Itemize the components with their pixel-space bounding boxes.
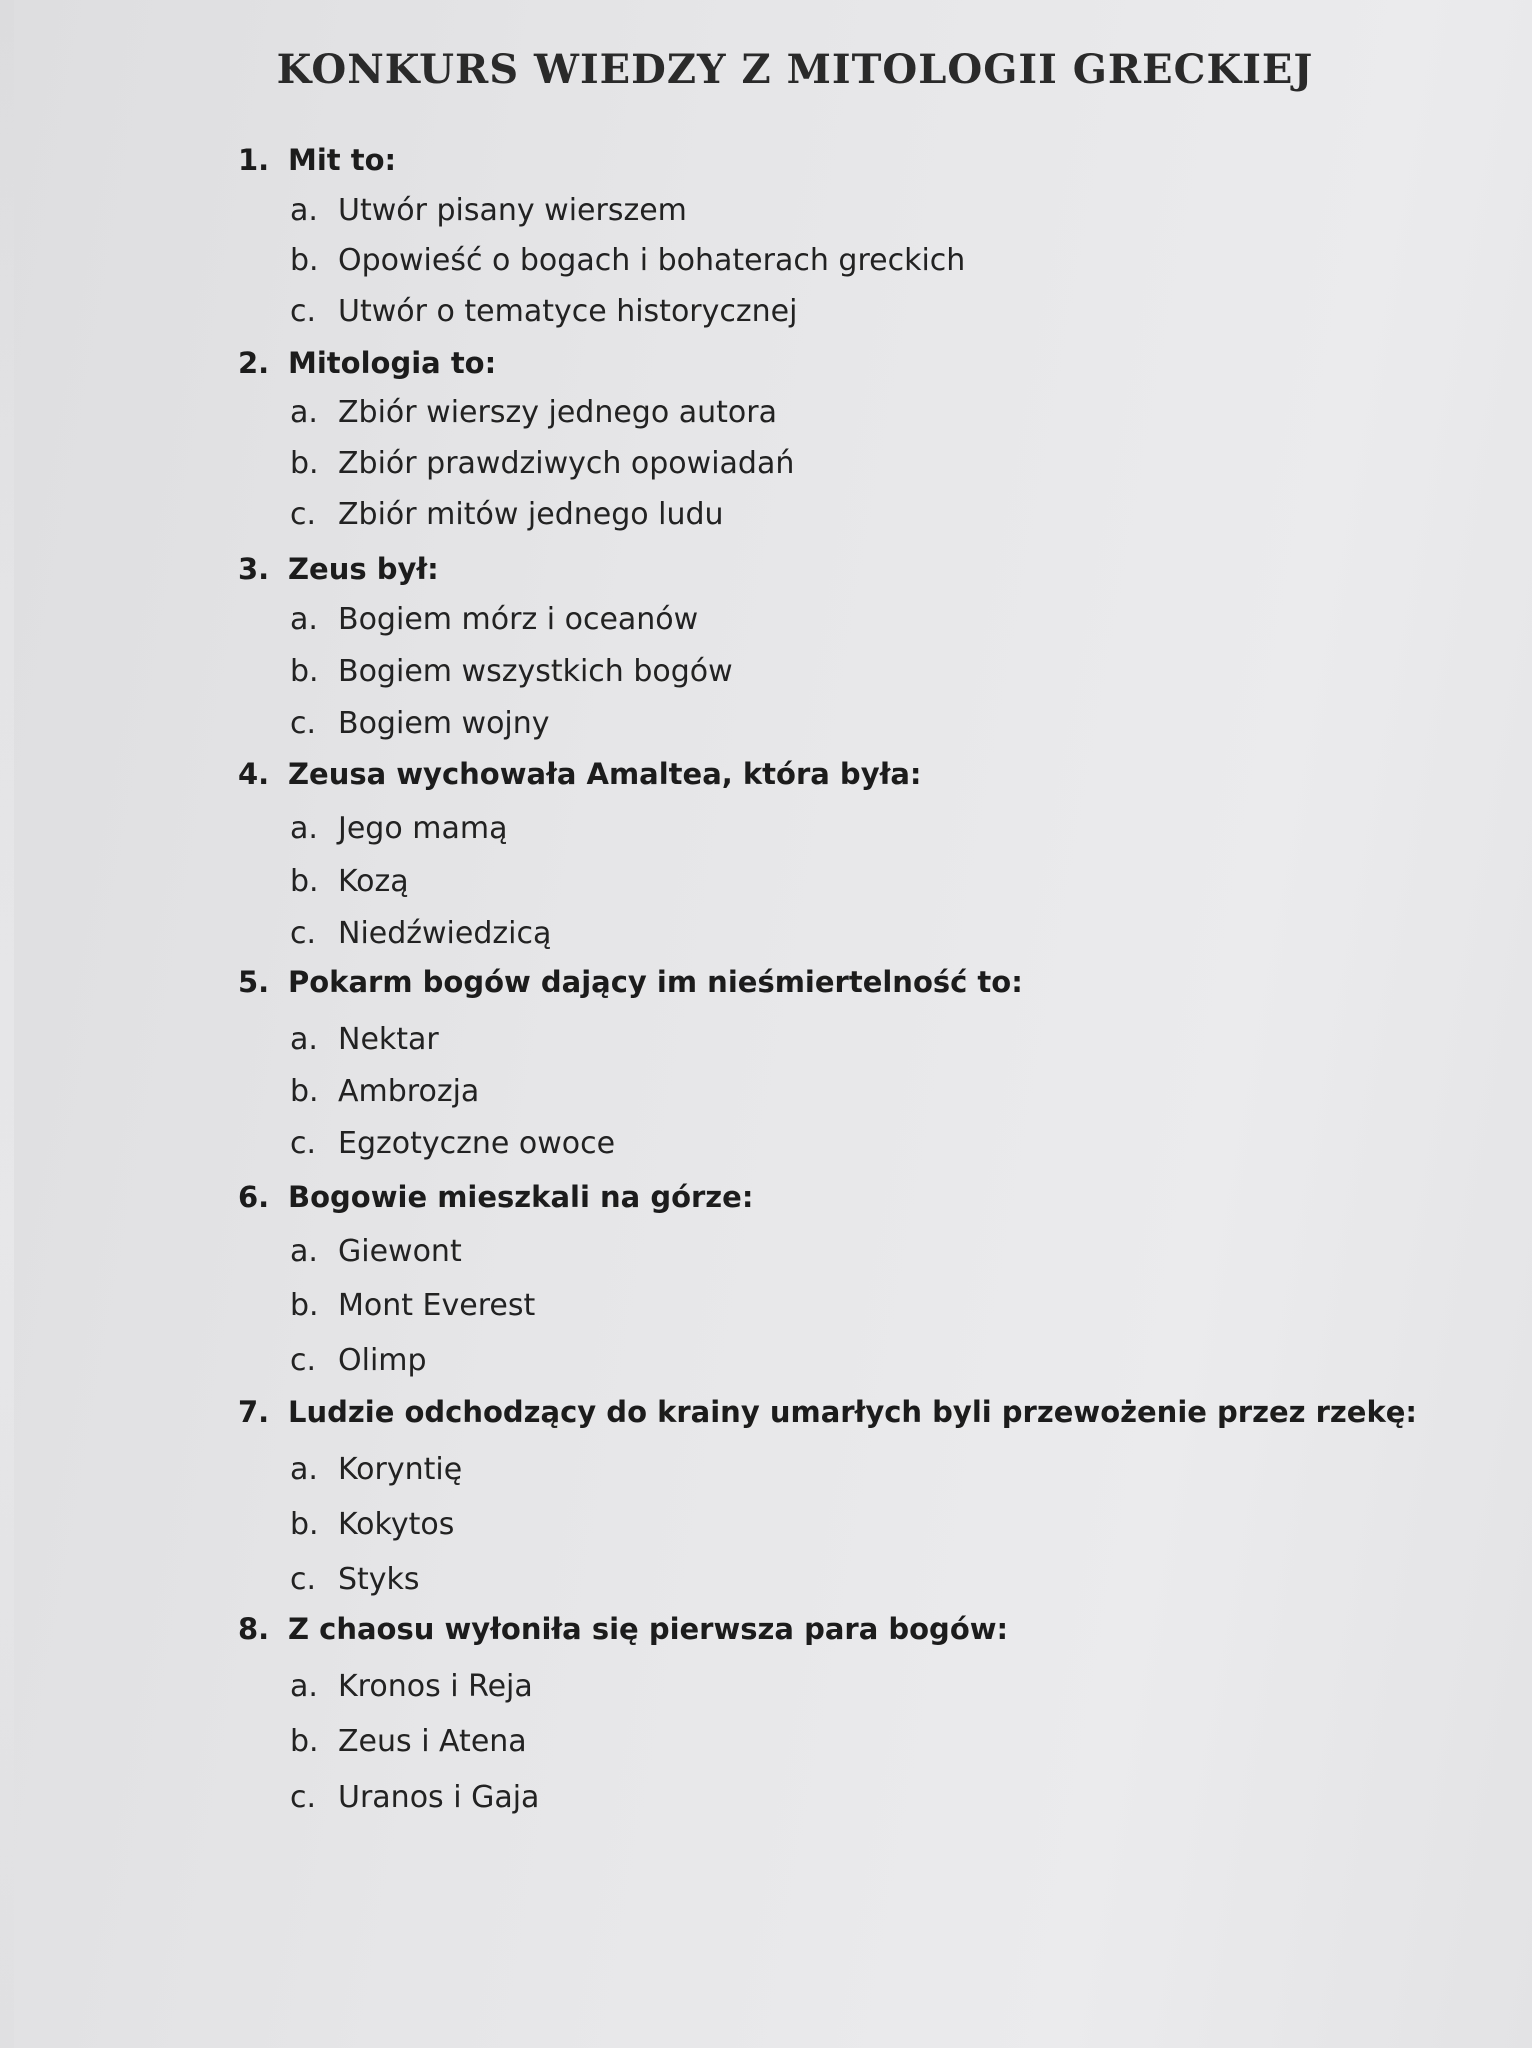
question-4: [238, 757, 922, 791]
answer-text: Egzotyczne owoce: [338, 1126, 616, 1161]
answer-text: Jego mamą: [338, 811, 508, 846]
answer-4c: [290, 916, 551, 951]
question-text: Mit to:: [288, 143, 397, 177]
question-number: 4.: [238, 757, 270, 791]
question-number: 7.: [238, 1395, 270, 1429]
answer-3b: [290, 654, 733, 689]
answer-2a: [290, 395, 777, 430]
answer-text: Utwór pisany wierszem: [338, 193, 687, 228]
question-text: Bogowie mieszkali na górze:: [288, 1180, 754, 1214]
answer-3c: [290, 706, 550, 741]
answer-1b: [290, 243, 965, 278]
answer-letter: a.: [290, 602, 318, 637]
answer-letter: c.: [290, 1343, 317, 1378]
page-title: KONKURS WIEDZY Z MITOLOGII GRECKIEJ: [276, 46, 1314, 93]
answer-text: Zbiór prawdziwych opowiadań: [338, 446, 795, 481]
question-text: Zeus był:: [288, 552, 439, 586]
answer-7b: [290, 1507, 454, 1542]
answer-text: Niedźwiedzicą: [338, 916, 552, 951]
question-6: [238, 1180, 753, 1214]
question-number: 6.: [238, 1180, 270, 1214]
answer-text: Nektar: [338, 1022, 439, 1057]
answer-7c: [290, 1562, 420, 1597]
question-number: 2.: [238, 346, 270, 380]
question-number: 1.: [238, 143, 270, 177]
answer-5a: [290, 1022, 439, 1057]
question-8: [238, 1612, 1008, 1646]
answer-text: Bogiem mórz i oceanów: [338, 602, 699, 637]
answer-8b: [290, 1724, 527, 1759]
answer-text: Ambrozja: [338, 1074, 480, 1109]
answer-text: Zeus i Atena: [338, 1724, 527, 1759]
answer-7a: [290, 1452, 462, 1487]
answer-text: Bogiem wojny: [338, 706, 550, 741]
answer-letter: a.: [290, 193, 318, 228]
answer-text: Styks: [338, 1562, 420, 1597]
answer-6c: [290, 1343, 427, 1378]
answer-letter: b.: [290, 1724, 319, 1759]
answer-letter: c.: [290, 706, 317, 741]
answer-letter: c.: [290, 497, 317, 532]
answer-letter: b.: [290, 1507, 319, 1542]
answer-text: Mont Everest: [338, 1288, 536, 1323]
answer-letter: b.: [290, 654, 319, 689]
answer-letter: b.: [290, 446, 319, 481]
answer-text: Bogiem wszystkich bogów: [338, 654, 733, 689]
answer-1a: [290, 193, 687, 228]
question-3: [238, 552, 439, 586]
answer-letter: c.: [290, 294, 317, 329]
question-text: Ludzie odchodzący do krainy umarłych byli przewożenie przez rzekę:: [288, 1395, 1418, 1429]
question-7: [238, 1395, 1417, 1429]
answer-letter: b.: [290, 243, 319, 278]
answer-letter: c.: [290, 1780, 317, 1815]
answer-letter: b.: [290, 864, 319, 899]
answer-5b: [290, 1074, 479, 1109]
answer-4a: [290, 811, 507, 846]
answer-letter: a.: [290, 1234, 318, 1269]
answer-1c: [290, 294, 797, 329]
answer-text: Opowieść o bogach i bohaterach greckich: [338, 243, 966, 278]
answer-text: Koryntię: [338, 1452, 463, 1487]
answer-2b: [290, 446, 794, 481]
answer-letter: a.: [290, 395, 318, 430]
question-text: Mitologia to:: [288, 346, 497, 380]
answer-text: Kokytos: [338, 1507, 455, 1542]
answer-letter: a.: [290, 811, 318, 846]
answer-text: Zbiór wierszy jednego autora: [338, 395, 777, 430]
answer-letter: b.: [290, 1288, 319, 1323]
question-text: Pokarm bogów dający im nieśmiertelność to:: [288, 965, 1023, 999]
answer-5c: [290, 1126, 615, 1161]
question-text: Z chaosu wyłoniła się pierwsza para bogów:: [288, 1612, 1009, 1646]
answer-3a: [290, 602, 698, 637]
answer-text: Uranos i Gaja: [338, 1780, 540, 1815]
question-number: 5.: [238, 965, 270, 999]
answer-8c: [290, 1780, 539, 1815]
answer-letter: a.: [290, 1022, 318, 1057]
question-number: 3.: [238, 552, 270, 586]
answer-text: Olimp: [338, 1343, 427, 1378]
answer-6b: [290, 1288, 535, 1323]
answer-4b: [290, 864, 409, 899]
answer-6a: [290, 1234, 462, 1269]
answer-text: Zbiór mitów jednego ludu: [338, 497, 724, 532]
answer-8a: [290, 1669, 533, 1704]
question-number: 8.: [238, 1612, 270, 1646]
question-1: [238, 143, 396, 177]
answer-text: Kronos i Reja: [338, 1669, 533, 1704]
answer-letter: c.: [290, 1126, 317, 1161]
question-text: Zeusa wychowała Amaltea, która była:: [288, 757, 922, 791]
question-2: [238, 346, 496, 380]
answer-text: Utwór o tematyce historycznej: [338, 294, 798, 329]
answer-letter: b.: [290, 1074, 319, 1109]
answer-2c: [290, 497, 724, 532]
answer-letter: c.: [290, 916, 317, 951]
answer-text: Kozą: [338, 864, 409, 899]
answer-letter: a.: [290, 1669, 318, 1704]
question-5: [238, 965, 1023, 999]
answer-letter: a.: [290, 1452, 318, 1487]
answer-text: Giewont: [338, 1234, 462, 1269]
answer-letter: c.: [290, 1562, 317, 1597]
